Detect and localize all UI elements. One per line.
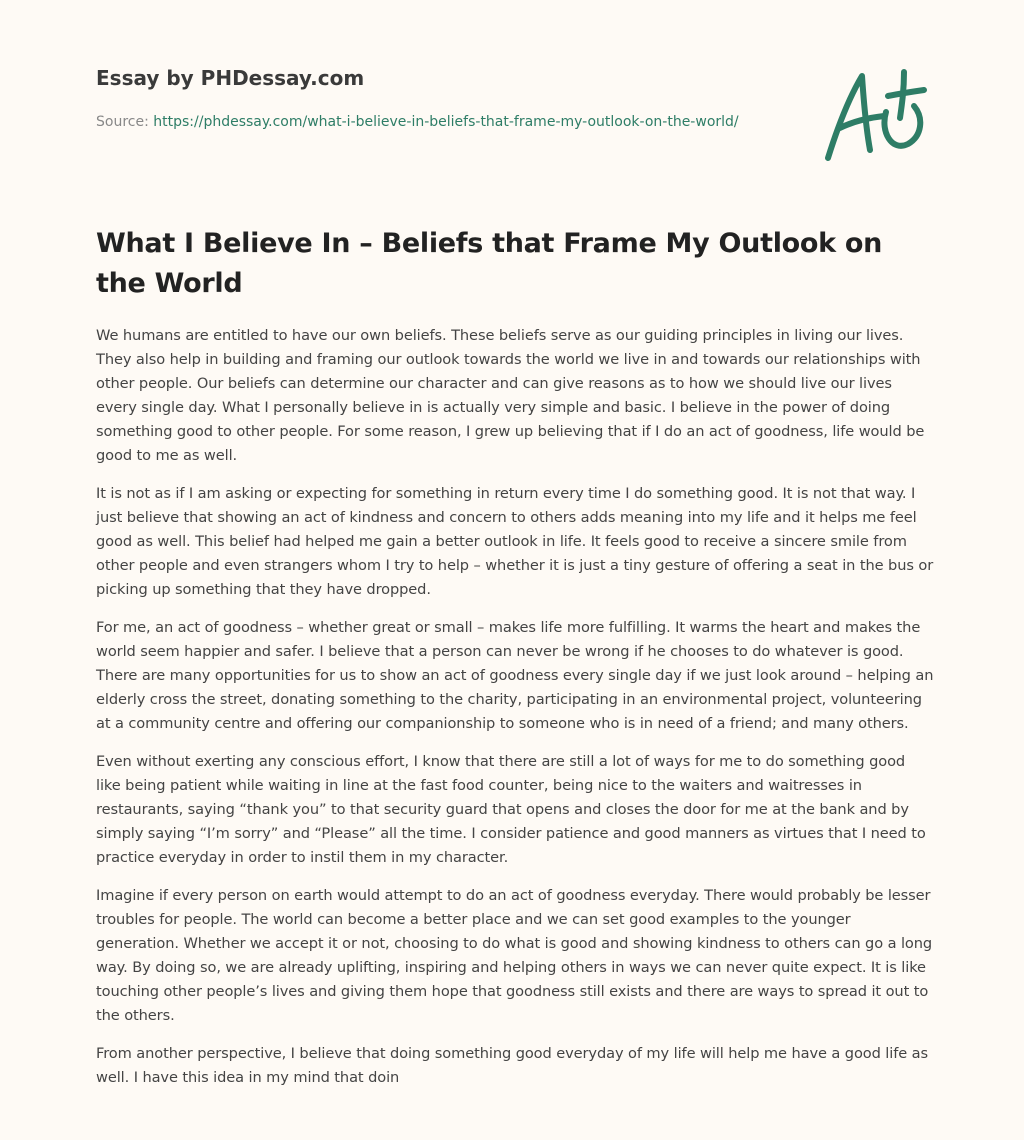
essay-paragraph: We humans are entitled to have our own beliefs. These beliefs serve as our guiding principles in living our lives. They also help in building and framing our outlook towards the world we live in and towards our relationships with other people. Our beliefs can determine our character and can give reasons as to how we should live our lives every single day. What I personally believe in is actually very simple and basic. I believe in the power of doing something good to other people. For some reason, I grew up believing that if I do an act of goodness, life would be good to me as well. (96, 327, 925, 464)
a-plus-logo-icon (818, 66, 930, 166)
essay-paragraph: It is not as if I am asking or expecting for something in return every time I do something good. It is not that way. I just believe that showing an act of kindness and concern to others adds meaning into my life and it helps me feel good as well. This belief had helped me gain a better outlook in life. It feels good to receive a sincere smile from other people and even strangers whom I try to help – whether it is just a tiny gesture of offering a seat in the bus or picking up something that they have dropped. (96, 485, 934, 598)
essay-title: What I Believe In – Beliefs that Frame My Outlook on the World (96, 228, 883, 299)
essay-paragraph: Even without exerting any conscious effort, I know that there are still a lot of ways for me to do something good like being patient while waiting in line at the fast food counter, being nice to the waiters and waitresses in restaurants, saying “thank you” to that security guard that opens and closes the door for me at the bank and by simply saying “I’m sorry” and “Please” all the time. I consider patience and good manners as virtues that I need to practice everyday in order to instil them in my character. (96, 753, 926, 866)
essay-paragraph: For me, an act of goodness – whether great or small – makes life more fulfilling. It warms the heart and makes the world seem happier and safer. I believe that a person can never be wrong if he chooses to do whatever is good. There are many opportunities for us to show an act of goodness every single day if we just look around – helping an elderly cross the street, donating something to the charity, participating in an environmental project, volunteering at a community centre and offering our companionship to someone who is in need of a friend; and many others. (96, 619, 934, 732)
essay-body (96, 324, 934, 1104)
essay-paragraph: From another perspective, I believe that doing something good everyday of my life will help me have a good life as well. I have this idea in my mind that doin (96, 1045, 929, 1086)
source-line (96, 110, 756, 134)
brand-name: Essay by PHDessay.com (96, 66, 365, 90)
source-link[interactable]: https://phdessay.com/what-i-believe-in-beliefs-that-frame-my-outlook-on-the-world/ (153, 114, 739, 130)
essay-paragraph: Imagine if every person on earth would attempt to do an act of goodness everyday. There would probably be lesser troubles for people. The world can become a better place and we can set good examples to the younger generation. Whether we accept it or not, choosing to do what is good and showing kindness to others can go a long way. By doing so, we are already uplifting, inspiring and helping others in ways we can never quite expect. It is like touching other people’s lives and giving them hope that goodness still exists and there are ways to spread it out to the others. (96, 887, 933, 1024)
source-label: Source: (96, 114, 154, 130)
page-header (96, 64, 756, 134)
